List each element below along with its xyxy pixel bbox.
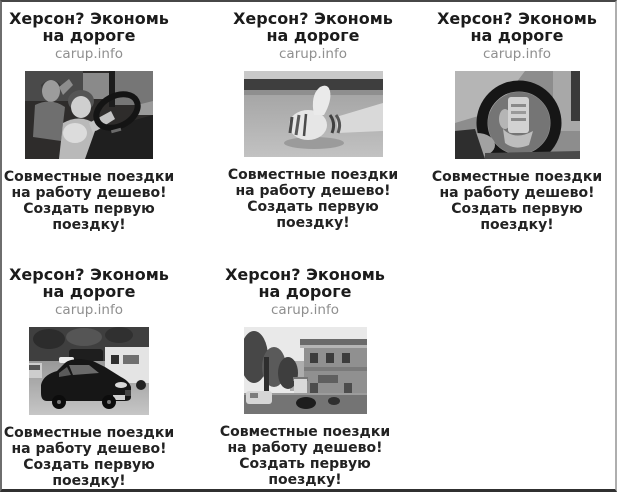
- phone-at-steering-wheel-photo[interactable]: [455, 71, 580, 159]
- ad-title-line: на дороге: [470, 26, 564, 45]
- ad-title-link[interactable]: [233, 10, 393, 44]
- ad-card-3: [417, 2, 617, 233]
- ad-body-line: на работу дешево!: [235, 183, 391, 199]
- ad-body-line: поездку!: [268, 472, 342, 488]
- ad-title-line: Херсон? Экономь: [9, 9, 169, 28]
- ad-body-text: [4, 425, 174, 489]
- ad-body-line: на работу дешево!: [439, 185, 595, 201]
- ad-card-4: [3, 252, 175, 489]
- ad-card-2: [213, 2, 413, 231]
- ad-title-line: Херсон? Экономь: [9, 265, 169, 284]
- ad-title-line: Херсон? Экономь: [233, 9, 393, 28]
- ad-title-line: Херсон? Экономь: [437, 9, 597, 28]
- ad-body-line: Создать первую: [247, 199, 379, 215]
- ad-body-line: на работу дешево!: [11, 185, 167, 201]
- ad-domain-link[interactable]: carup.info: [271, 302, 339, 318]
- ad-body-line: Совместные поездки: [219, 424, 391, 440]
- ad-domain-link[interactable]: carup.info: [55, 46, 123, 62]
- taxi-sedan-in-traffic-photo[interactable]: [29, 327, 149, 415]
- ad-body-text: [220, 424, 390, 488]
- ad-body-line: Создать первую: [23, 201, 155, 217]
- ad-body-text: [432, 169, 602, 233]
- ad-body-line: на работу дешево!: [11, 441, 167, 457]
- thumbs-up-hitchhike-hand-photo[interactable]: [244, 71, 383, 157]
- ad-body-text: [4, 169, 174, 233]
- ad-title-line: на дороге: [42, 26, 136, 45]
- ad-title-link[interactable]: [9, 10, 169, 44]
- ad-body-line: поездку!: [52, 217, 126, 233]
- ad-domain-link[interactable]: carup.info: [55, 302, 123, 318]
- ad-body-text: [228, 167, 398, 231]
- city-street-old-buildings-photo[interactable]: [244, 327, 367, 414]
- ad-title-link[interactable]: [437, 10, 597, 44]
- ad-title-line: на дороге: [42, 282, 136, 301]
- ad-domain-link[interactable]: carup.info: [279, 46, 347, 62]
- ad-title-link[interactable]: [9, 266, 169, 300]
- ad-title-line: на дороге: [266, 26, 360, 45]
- ad-body-line: Создать первую: [451, 201, 583, 217]
- ad-body-line: Совместные поездки: [3, 169, 175, 185]
- ad-body-line: поездку!: [276, 215, 350, 231]
- ad-title-link[interactable]: [225, 266, 385, 300]
- ad-body-line: Создать первую: [239, 456, 371, 472]
- ad-body-line: поездку!: [480, 217, 554, 233]
- ad-body-line: Совместные поездки: [3, 425, 175, 441]
- ad-domain-link[interactable]: carup.info: [483, 46, 551, 62]
- ad-body-line: Совместные поездки: [227, 167, 399, 183]
- retro-couple-in-car-photo[interactable]: [25, 71, 153, 159]
- ad-body-line: Создать первую: [23, 457, 155, 473]
- ad-title-line: на дороге: [258, 282, 352, 301]
- ad-body-line: Совместные поездки: [431, 169, 603, 185]
- ad-title-line: Херсон? Экономь: [225, 265, 385, 284]
- ad-body-line: поездку!: [52, 473, 126, 489]
- ad-card-5: [205, 252, 405, 488]
- ad-body-line: на работу дешево!: [227, 440, 383, 456]
- ad-card-1: [3, 2, 175, 233]
